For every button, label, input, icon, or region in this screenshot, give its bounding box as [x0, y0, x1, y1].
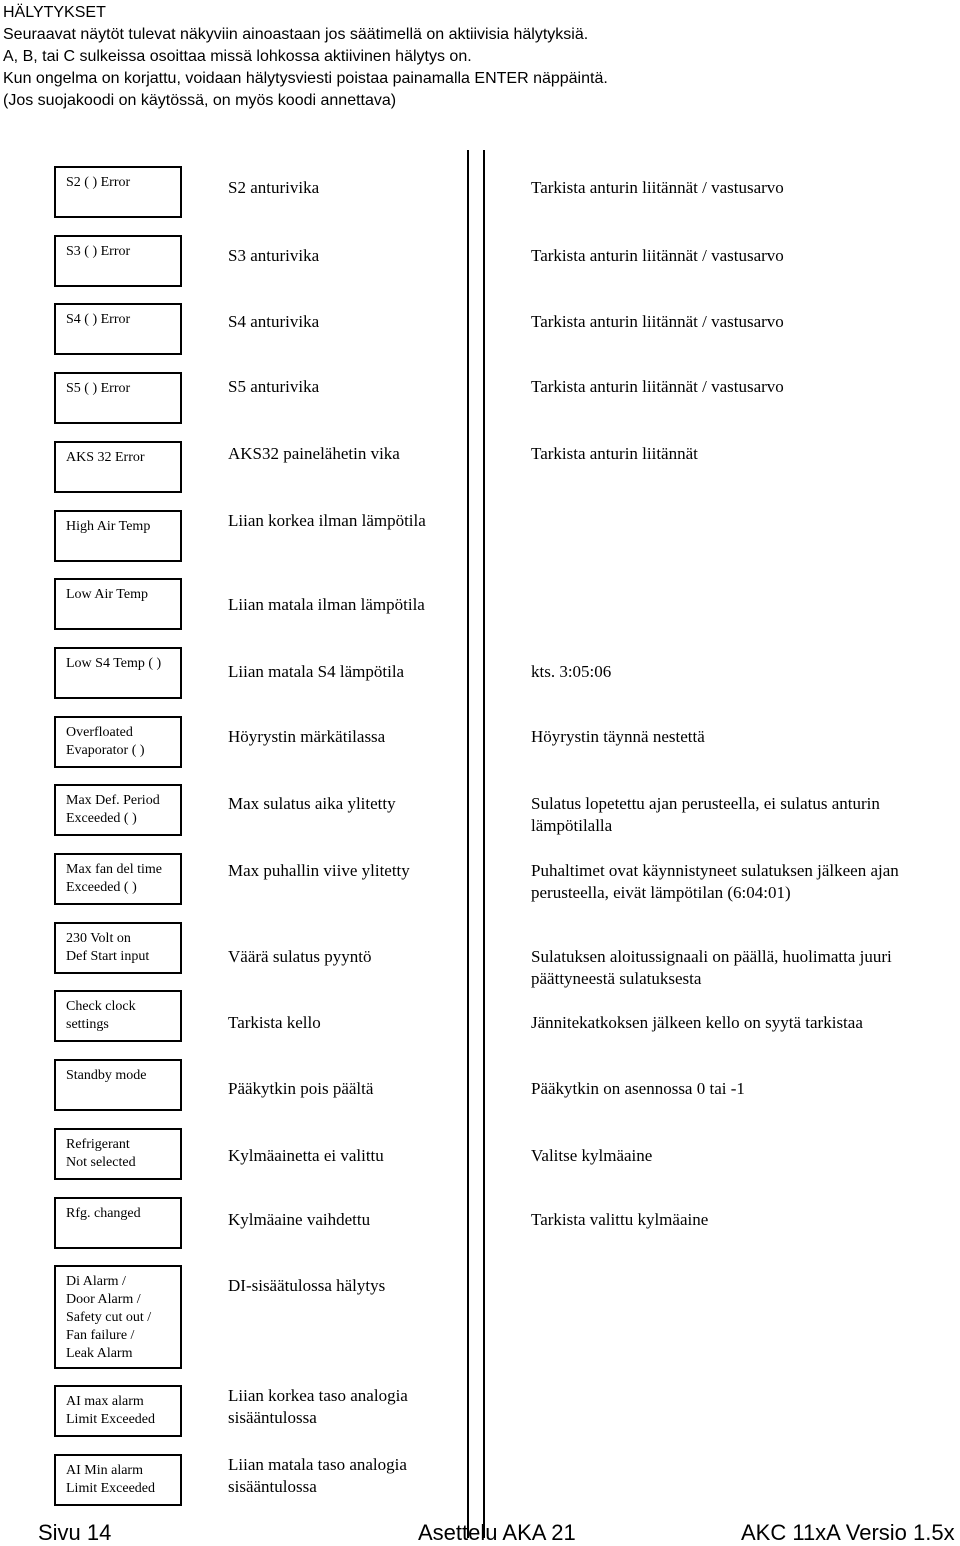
alarm-code-box	[54, 990, 182, 1042]
alarm-code-box	[54, 166, 182, 218]
intro-text	[3, 2, 608, 112]
divider-line	[483, 150, 485, 1538]
alarm-description: Liian matala taso analogia sisääntulossa	[228, 1455, 407, 1496]
alarm-code-box	[54, 1385, 182, 1437]
alarm-code-box	[54, 1059, 182, 1111]
alarm-description: Liian matala S4 lämpötila	[228, 662, 405, 681]
alarm-code: S2 ( ) Error	[66, 175, 131, 190]
alarm-action: Tarkista valittu kylmäaine	[531, 1210, 709, 1229]
alarm-code: S4 ( ) Error	[66, 312, 131, 327]
alarm-code-box	[54, 1128, 182, 1180]
alarm-code-box	[54, 1454, 182, 1506]
alarm-description: Max sulatus aika ylitetty	[228, 794, 396, 813]
alarm-code: High Air Temp	[66, 519, 151, 534]
alarm-code: AKS 32 Error	[66, 450, 145, 465]
alarm-action: Valitse kylmäaine	[531, 1146, 653, 1165]
alarm-code: Rfg. changed	[66, 1206, 141, 1221]
alarm-action: Pääkytkin on asennossa 0 tai -1	[531, 1079, 745, 1098]
alarm-description: Väärä sulatus pyyntö	[228, 947, 372, 966]
alarm-code-box	[54, 441, 182, 493]
alarm-description: S4 anturivika	[228, 312, 320, 331]
alarm-code: S3 ( ) Error	[66, 244, 131, 259]
alarm-description: Max puhallin viive ylitetty	[228, 861, 410, 880]
intro-line: A, B, tai C sulkeissa osoittaa missä lohkossa aktiivinen hälytys on.	[3, 48, 472, 65]
intro-line: Kun ongelma on korjattu, voidaan hälytysviesti poistaa painamalla ENTER näppäintä.	[3, 70, 608, 87]
alarm-description: Liian korkea ilman lämpötila	[228, 511, 426, 530]
alarm-code-box	[54, 784, 182, 836]
alarm-code: Refrigerant Not selected	[66, 1137, 136, 1170]
footer-page: Sivu 14	[38, 1520, 112, 1545]
alarm-action: kts. 3:05:06	[531, 662, 612, 681]
alarm-action: Puhaltimet ovat käynnistyneet sulatuksen jälkeen ajan perusteella, eivät lämpötilan (6:04:01)	[531, 861, 899, 902]
alarm-code-box	[54, 303, 182, 355]
intro-line: (Jos suojakoodi on käytössä, on myös koodi annettava)	[3, 92, 397, 109]
alarm-code: Standby mode	[66, 1068, 147, 1083]
alarm-action: Tarkista anturin liitännät	[531, 444, 698, 463]
intro-line: Seuraavat näytöt tulevat näkyviin ainoastaan jos säätimellä on aktiivisia hälytyksiä.	[3, 26, 589, 43]
alarm-code: AI max alarm Limit Exceeded	[66, 1394, 156, 1427]
alarm-code-box	[54, 235, 182, 287]
alarm-action: Jännitekatkoksen jälkeen kello on syytä tarkistaa	[531, 1013, 863, 1032]
alarm-code-box	[54, 372, 182, 424]
alarm-code-box	[54, 578, 182, 630]
alarm-action: Sulatus lopetettu ajan perusteella, ei sulatus anturin lämpötilalla	[531, 794, 880, 835]
alarm-code: S5 ( ) Error	[66, 381, 131, 396]
alarm-code-box	[54, 647, 182, 699]
alarm-action: Tarkista anturin liitännät / vastusarvo	[531, 178, 784, 197]
alarm-action: Tarkista anturin liitännät / vastusarvo	[531, 312, 784, 331]
alarm-description: Pääkytkin pois päältä	[228, 1079, 374, 1098]
alarm-code-box	[54, 922, 182, 974]
alarm-code-box	[54, 1197, 182, 1249]
alarm-description: AKS32 painelähetin vika	[228, 444, 400, 463]
alarm-description: Kylmäaine vaihdettu	[228, 1210, 371, 1229]
footer-section: Asettelu AKA 21	[418, 1520, 576, 1545]
alarm-action: Tarkista anturin liitännät / vastusarvo	[531, 246, 784, 265]
alarm-action: Sulatuksen aloitussignaali on päällä, huolimatta juuri päättyneestä sulatuksesta	[531, 947, 892, 988]
alarm-code: AI Min alarm Limit Exceeded	[66, 1463, 156, 1496]
footer-product: AKC 11xA Versio 1.5x	[741, 1520, 955, 1545]
alarm-description: S3 anturivika	[228, 246, 320, 265]
alarm-code: Max Def. Period Exceeded ( )	[66, 793, 160, 826]
alarm-code-box	[54, 510, 182, 562]
alarm-description: Kylmäainetta ei valittu	[228, 1146, 384, 1165]
alarm-code-box	[54, 1265, 182, 1369]
alarm-action: Höyrystin täynnä nestettä	[531, 727, 705, 746]
divider-line	[467, 150, 469, 1538]
alarm-code: 230 Volt on Def Start input	[66, 931, 150, 964]
alarm-description: S2 anturivika	[228, 178, 320, 197]
alarm-description: DI-sisäätulossa hälytys	[228, 1276, 386, 1295]
alarm-code: Overfloated Evaporator ( )	[66, 725, 145, 758]
alarm-description: S5 anturivika	[228, 377, 320, 396]
alarm-description: Liian matala ilman lämpötila	[228, 595, 425, 614]
page-title: HÄLYTYKSET	[3, 4, 106, 21]
alarm-description: Liian korkea taso analogia sisääntulossa	[228, 1386, 408, 1427]
alarm-description: Tarkista kello	[228, 1013, 321, 1032]
alarm-code: Low S4 Temp ( )	[66, 656, 162, 671]
alarm-code: Max fan del time Exceeded ( )	[66, 862, 163, 895]
alarm-code: Di Alarm / Door Alarm / Safety cut out / Fan failure / Leak Alarm	[66, 1274, 152, 1361]
alarm-code-box	[54, 716, 182, 768]
alarm-description: Höyrystin märkätilassa	[228, 727, 386, 746]
alarm-code: Low Air Temp	[66, 587, 148, 602]
alarm-code-box	[54, 853, 182, 905]
alarm-code: Check clock settings	[66, 999, 136, 1032]
alarm-action: Tarkista anturin liitännät / vastusarvo	[531, 377, 784, 396]
